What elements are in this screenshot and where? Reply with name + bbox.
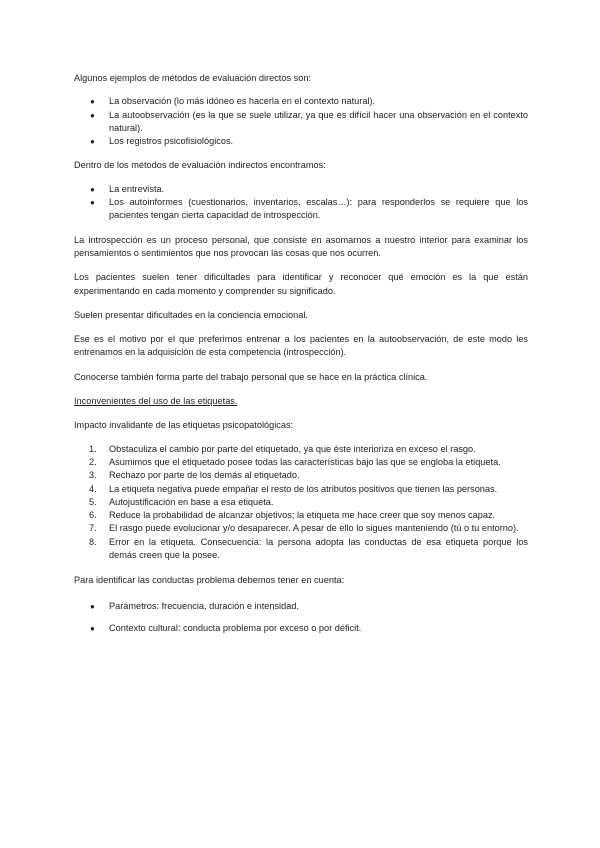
list-item: ● La entrevista. [74,183,528,196]
impact-intro: Impacto invalidante de las etiquetas psicopatológicas: [74,420,294,431]
introspection-paragraph: La introspección es un proceso personal, que consiste en asomarnos a nuestro interior para examinar los pensamientos o sentimientos que nos provocan las cosas que nos ocurren. [74,234,528,258]
list-item: 2. Asumimos que el etiquetado posee todas las características bajo las que se engloba la etiqueta. [74,456,528,469]
list-item: ● Los autoinformes (cuestionarios, inventarios, escalas…): para responderlos se requiere que los pacientes tengan cierta capacidad de introspección. [90,197,528,221]
intro-indirect-methods: Dentro de los métodos de evaluación indirectos encontramos: [74,160,326,171]
problem-behaviour-intro: Para identificar las conductas problema debemos tener en cuenta: [74,575,345,586]
list-item: 1. Obstaculiza el cambio por parte del etiquetado, ya que éste interioriza en exceso el rasgo. [74,443,528,456]
list-number: 8. [89,536,97,547]
bullet-icon: ● [90,623,95,633]
list-item: ● La observación (lo más idóneo es hacerla en el contexto natural). [74,95,528,108]
bullet-icon: ● [90,601,95,611]
direct-methods-list [74,95,528,148]
section-heading: Inconvenientes del uso de las etiquetas. [74,396,238,407]
emotional-awareness-paragraph: Suelen presentar dificultades en la conciencia emocional. [74,309,308,320]
bullet-icon: ● [90,97,95,107]
list-number: 4. [89,483,97,494]
bullet-icon: ● [90,184,95,194]
list-number: 2. [89,456,97,467]
bullet-icon: ● [90,198,95,208]
list-number: 5. [89,496,97,507]
list-item: 4. La etiqueta negativa puede empañar el resto de los atributos positivos que tienen las personas. [74,483,528,496]
list-item: ● La autoobservación (es la que se suele utilizar, ya que es difícil hacer una observación en el contexto natural). [90,109,528,133]
list-item: 8. Error en la etiqueta. Consecuencia: la persona adopta las conductas de esa etiqueta porque los demás creen que la posee. [89,536,528,561]
self-observation-paragraph: Ese es el motivo por el que preferimos entrenar a los pacientes en la autoobservación, de este modo les entrenamos en la adquisición de esta competencia (introspección). [74,334,528,358]
list-item: ● Parámetros: frecuencia, duración e intensidad. [74,600,528,613]
clinical-practice-paragraph: Conocerse también forma parte del trabajo personal que se hace en la práctica clínica. [74,371,428,382]
list-item: 6. Reduce la probabilidad de alcanzar objetivos; la etiqueta me hace creer que soy menos capaz. [74,509,528,522]
list-item: 5. Autojustificación en base a esa etiqueta. [74,496,528,509]
criteria-list [74,600,528,636]
bullet-icon: ● [90,137,95,147]
list-number: 7. [89,523,97,534]
list-item: 7. El rasgo puede evolucionar y/o desaparecer. A pesar de ello lo sigues manteniendo (tú o tu entorno). [74,522,528,535]
impacts-list [74,443,528,563]
intro-direct-methods: Algunos ejemplos de métodos de evaluación directos son: [74,73,311,83]
indirect-methods-list [74,183,528,223]
list-number: 3. [89,470,97,481]
list-number: 1. [89,443,97,454]
list-item: ● Los registros psicofisiológicos. [74,135,528,148]
list-number: 6. [89,510,97,521]
difficulties-paragraph: Los pacientes suelen tener dificultades para identificar y reconocer qué emoción es la que están experimentando en cada momento y comprender su significado. [74,272,528,296]
list-item: ● Contexto cultural: conducta problema por exceso o por déficit. [74,622,528,635]
list-item: 3. Rechazo por parte de los demás al etiquetado. [74,469,528,482]
bullet-icon: ● [90,110,95,120]
